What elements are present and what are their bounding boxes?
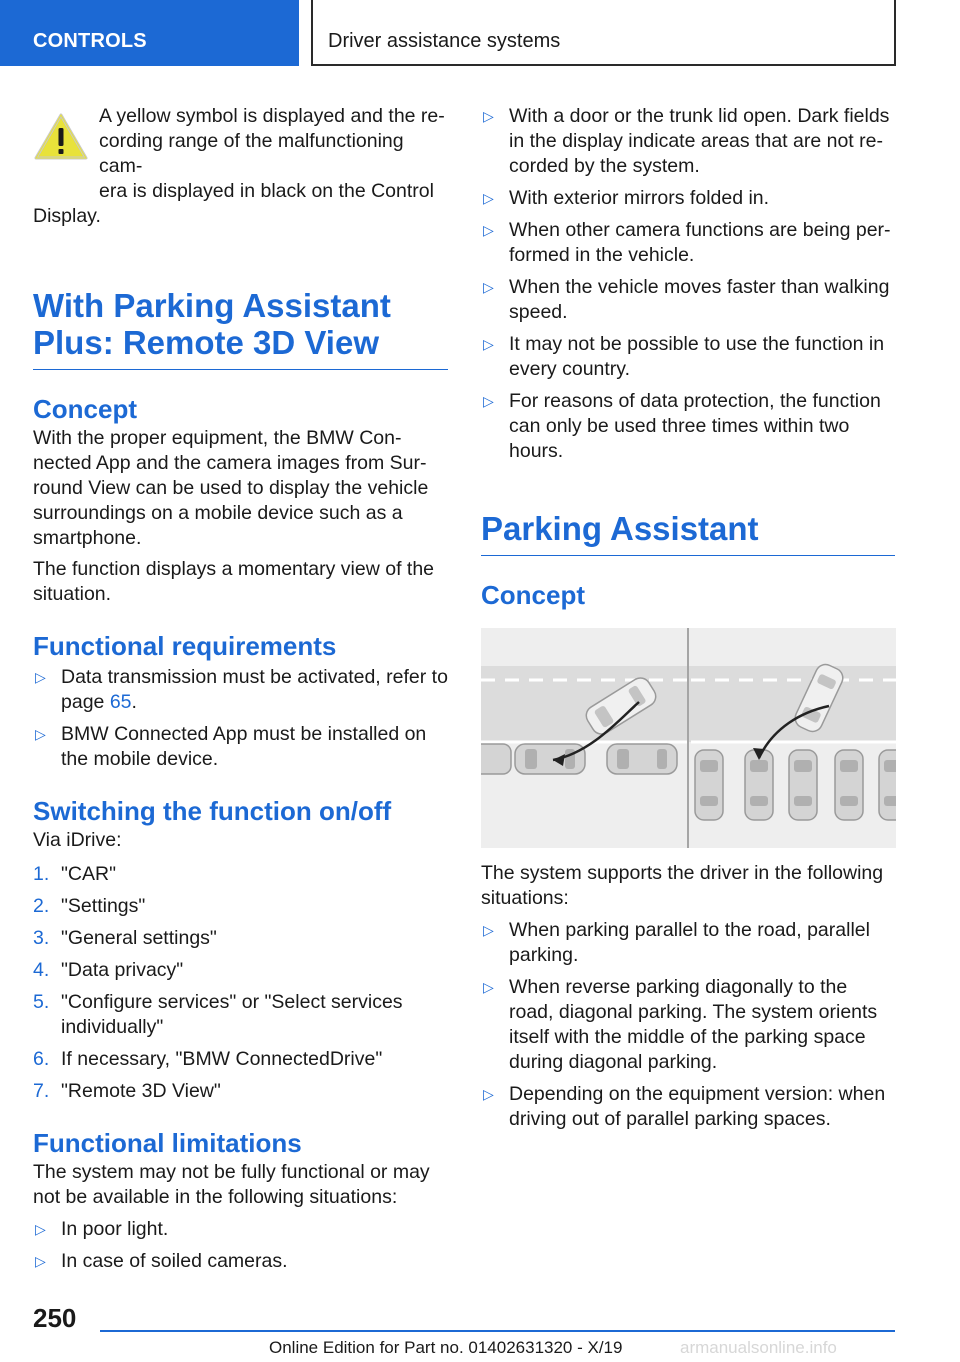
list-item: ▷ It may not be possible to use the function in every country. (481, 332, 895, 382)
section-heading-remote-3d: With Parking Assistant Plus: Remote 3D View (33, 287, 448, 370)
list-item: ▷ When the vehicle moves faster than walking speed. (481, 275, 895, 325)
section-tab (0, 0, 299, 66)
page-number: 250 (33, 1303, 77, 1333)
concept-paragraph-2: The function displays a momentary view of the situation. (33, 558, 435, 605)
warning-block (33, 104, 448, 229)
warning-triangle-icon (33, 112, 89, 162)
list-item: ▷ When parking parallel to the road, parallel parking. (481, 918, 895, 968)
chapter-tab (311, 0, 896, 66)
chapter-title: Driver assistance systems (328, 30, 561, 52)
parking-diagram (481, 628, 896, 848)
list-item: ▷ In case of soiled cameras. (33, 1249, 448, 1274)
section-title: CONTROLS (33, 30, 147, 52)
list-item: ▷ Data transmission must be activated, refer to page 65. (33, 665, 448, 715)
limitations-intro: The system may not be fully functional or may not be available in the following situations: (33, 1161, 430, 1208)
right-column (481, 104, 895, 1132)
concept-intro: The system supports the driver in the following situations: (481, 862, 884, 909)
watermark: armanualsonline.info (680, 1338, 837, 1357)
heading-switching: Switching the function on/off (33, 796, 392, 826)
limitations-list (33, 1217, 448, 1274)
concept-list (481, 918, 895, 1132)
requirements-list (33, 665, 448, 772)
limitations-list-continued (481, 104, 895, 464)
list-item: ▷ In poor light. (33, 1217, 448, 1242)
list-item: ▷ When reverse parking diagonally to the road, diagonal parking. The system orients itself with the middle of the parking space during diagonal parking. (481, 975, 895, 1075)
list-item: ▷ For reasons of data protection, the function can only be used three times within two hours. (481, 389, 895, 464)
footer-rule (100, 1330, 895, 1332)
steps-list (33, 862, 448, 1104)
heading-functional-requirements: Functional requirements (33, 631, 337, 661)
section-heading-parking-assistant: Parking Assistant (481, 510, 895, 556)
list-item: ▷ Depending on the equipment version: when driving out of parallel parking spaces. (481, 1082, 895, 1132)
list-item: 6. If necessary, "BMW ConnectedDrive" (33, 1048, 383, 1070)
list-item: ▷ When other camera functions are being per-formed in the vehicle. (481, 218, 895, 268)
list-item: 4. "Data privacy" (33, 959, 184, 981)
page-link[interactable]: 65 (109, 691, 132, 713)
warning-text: A yellow symbol is displayed and the re- cording range of the malfunctioning cam- era is displayed in black on the Control Display. (33, 105, 445, 227)
list-item: 7. "Remote 3D View" (33, 1080, 221, 1102)
list-item: ▷ With exterior mirrors folded in. (481, 186, 895, 211)
list-item: 3. "General settings" (33, 927, 217, 949)
list-item: 1. "CAR" (33, 863, 117, 885)
left-column (33, 104, 448, 1274)
heading-concept: Concept (33, 394, 137, 424)
edition-text: Online Edition for Part no. 01402631320 - X/19 (269, 1338, 623, 1357)
list-item: 2. "Settings" (33, 895, 146, 917)
concept-paragraph-1: With the proper equipment, the BMW Con-nected App and the camera images from Sur-round View can be used to display the vehicle surroundings on a mobile device such as a smartphone. (33, 427, 429, 549)
switch-intro: Via iDrive: (33, 829, 122, 851)
parking-illustration (481, 628, 896, 848)
list-item: 5. "Configure services" or "Select services individually" (33, 991, 403, 1038)
heading-concept-2: Concept (481, 580, 585, 610)
heading-functional-limitations: Functional limitations (33, 1128, 302, 1158)
list-item: ▷ With a door or the trunk lid open. Dark fields in the display indicate areas that are not re-corded by the system. (481, 104, 895, 179)
list-item: ▷ BMW Connected App must be installed on the mobile device. (33, 722, 448, 772)
